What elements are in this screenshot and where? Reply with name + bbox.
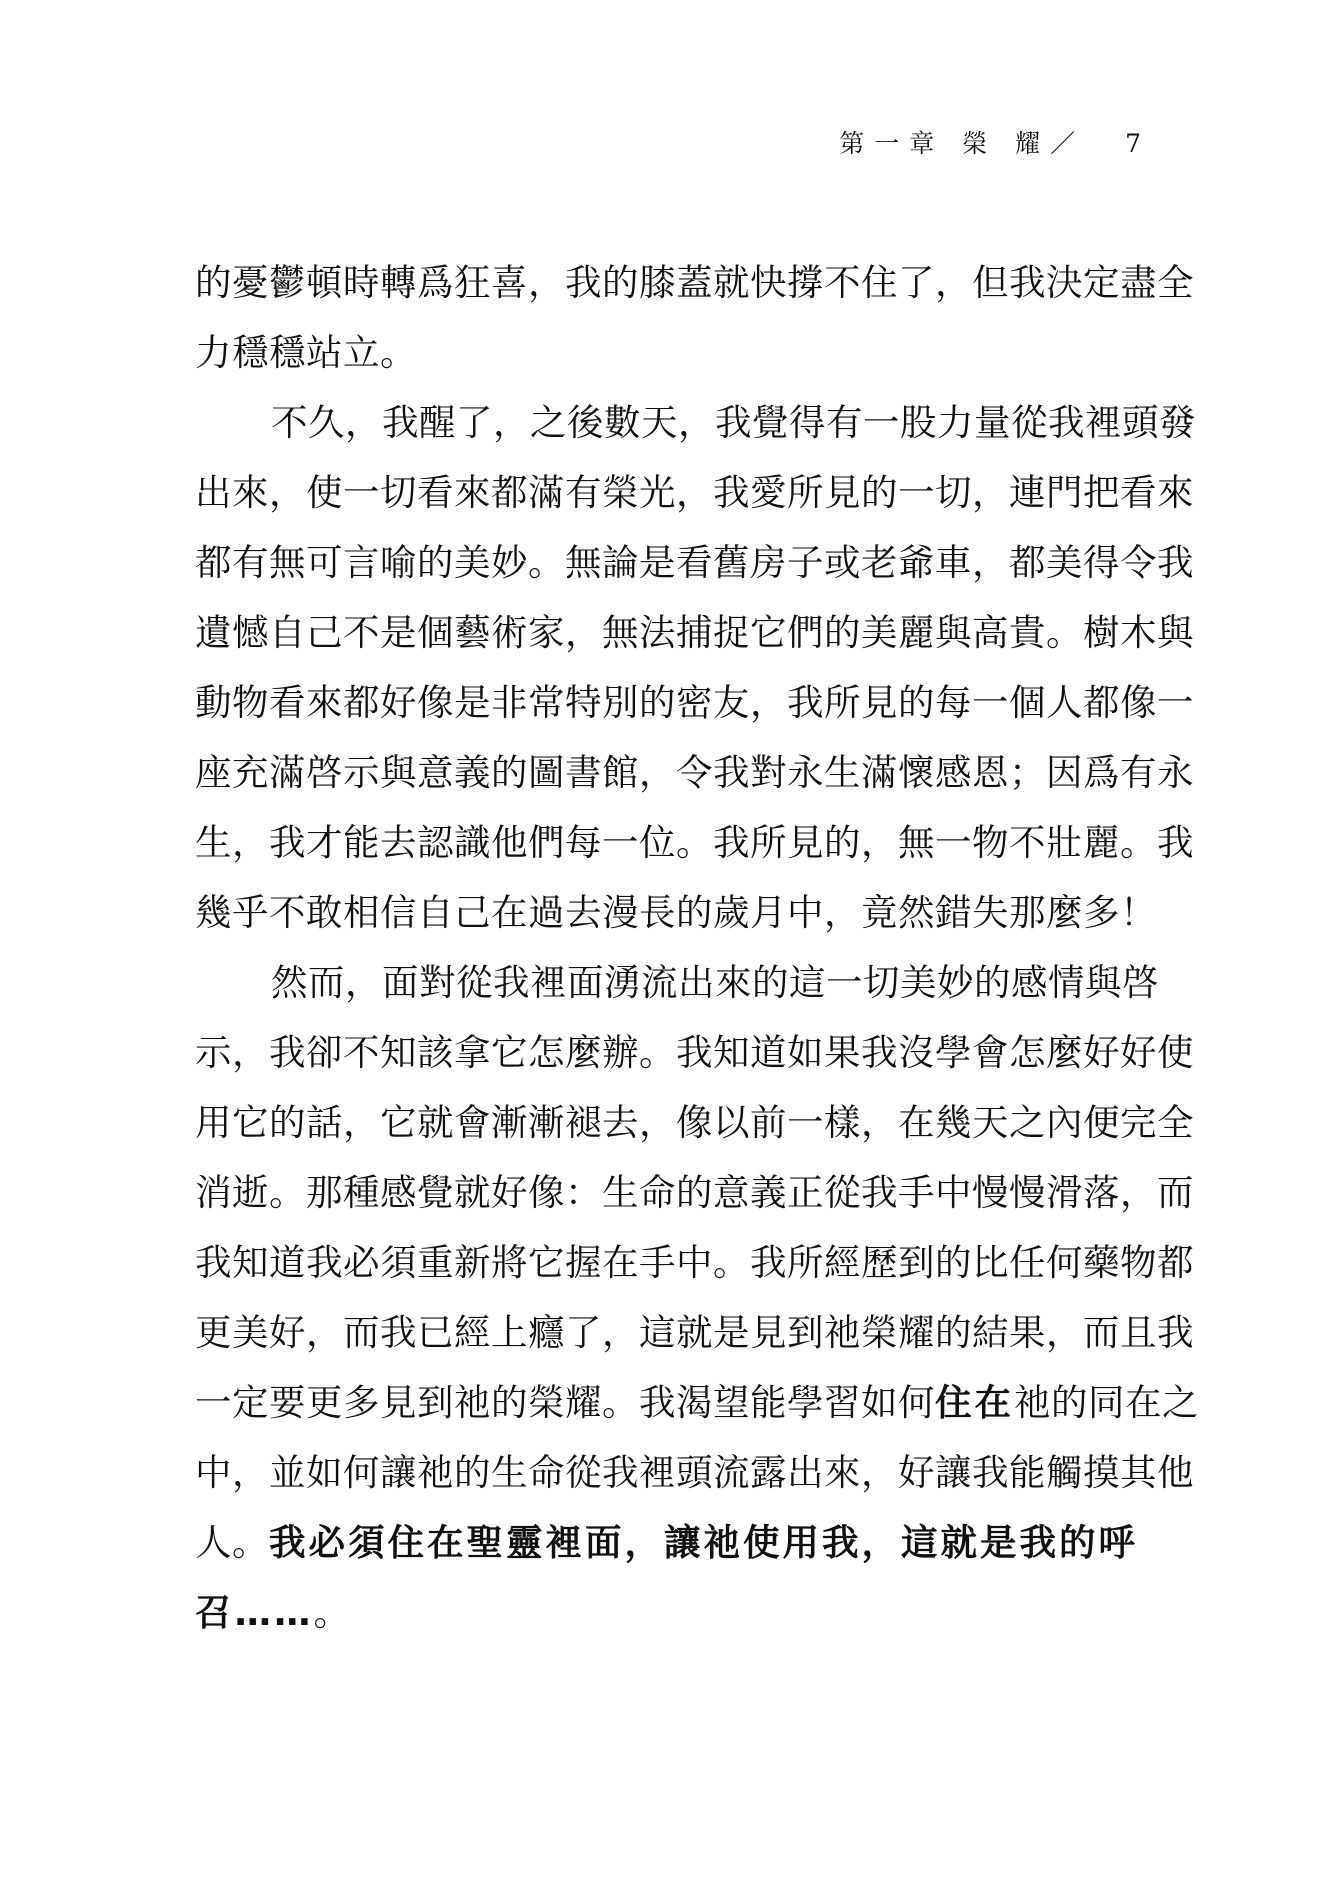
text-line: 動物看來都好像是非常特別的密友，我所見的每一個人都像一 bbox=[195, 681, 1194, 724]
running-header bbox=[839, 124, 1141, 160]
text-line bbox=[195, 1578, 1135, 1648]
body-text bbox=[195, 248, 1199, 1648]
text-line: 都有無可言喻的美妙。無論是看舊房子或老爺車，都美得令我 bbox=[195, 541, 1194, 584]
text-line: 幾乎不敢相信自己在過去漫長的歲月中，竟然錯失那麼多！ bbox=[195, 891, 1157, 934]
text-run: 人。 bbox=[195, 1521, 269, 1564]
text-line: 力穩穩站立。 bbox=[195, 331, 417, 374]
paragraph-start-line: 然而，面對從我裡面湧流出來的這一切美妙的感情與啓 bbox=[271, 961, 1159, 1004]
text-line bbox=[195, 1368, 1199, 1438]
text-line: 的憂鬱頓時轉爲狂喜，我的膝蓋就快撐不住了，但我決定盡全 bbox=[195, 261, 1194, 304]
chapter-title: 第一章 榮 耀／ bbox=[839, 129, 1086, 158]
text-line: 中，並如何讓祂的生命從我裡頭流露出來，好讓我能觸摸其他 bbox=[195, 1451, 1194, 1494]
text-line: 座充滿啓示與意義的圖書館，令我對永生滿懷感恩；因爲有永 bbox=[195, 751, 1194, 794]
text-line: 生，我才能去認識他們每一位。我所見的，無一物不壯麗。我 bbox=[195, 821, 1194, 864]
bold-emphasis: 召…… bbox=[195, 1591, 314, 1634]
text-line: 示，我卻不知該拿它怎麼辦。我知道如果我沒學會怎麼好好使 bbox=[195, 1031, 1194, 1074]
text-run: 祂的同在之 bbox=[1014, 1381, 1199, 1424]
text-run: 一定要更多見到祂的榮耀。我渴望能學習如何 bbox=[195, 1381, 935, 1424]
text-line: 遺憾自己不是個藝術家，無法捕捉它們的美麗與高貴。樹木與 bbox=[195, 611, 1194, 654]
text-line: 消逝。那種感覺就好像：生命的意義正從我手中慢慢滑落，而 bbox=[195, 1171, 1194, 1214]
text-line: 更美好，而我已經上癮了，這就是見到祂榮耀的結果，而且我 bbox=[195, 1311, 1194, 1354]
paragraph-start-line: 不久，我醒了，之後數天，我覺得有一股力量從我裡頭發 bbox=[271, 401, 1196, 444]
text-line: 我知道我必須重新將它握在手中。我所經歷到的比任何藥物都 bbox=[195, 1241, 1194, 1284]
page-number: 7 bbox=[1125, 129, 1141, 158]
bold-emphasis: 住在 bbox=[935, 1381, 1014, 1424]
text-line: 用它的話，它就會漸漸褪去，像以前一樣，在幾天之內便完全 bbox=[195, 1101, 1194, 1144]
bold-emphasis: 我必須住在聖靈裡面，讓祂使用我，這就是我的呼 bbox=[269, 1521, 1138, 1564]
text-line: 出來，使一切看來都滿有榮光，我愛所見的一切，連門把看來 bbox=[195, 471, 1194, 514]
text-line bbox=[195, 1508, 1138, 1578]
text-run: 。 bbox=[313, 1591, 351, 1634]
